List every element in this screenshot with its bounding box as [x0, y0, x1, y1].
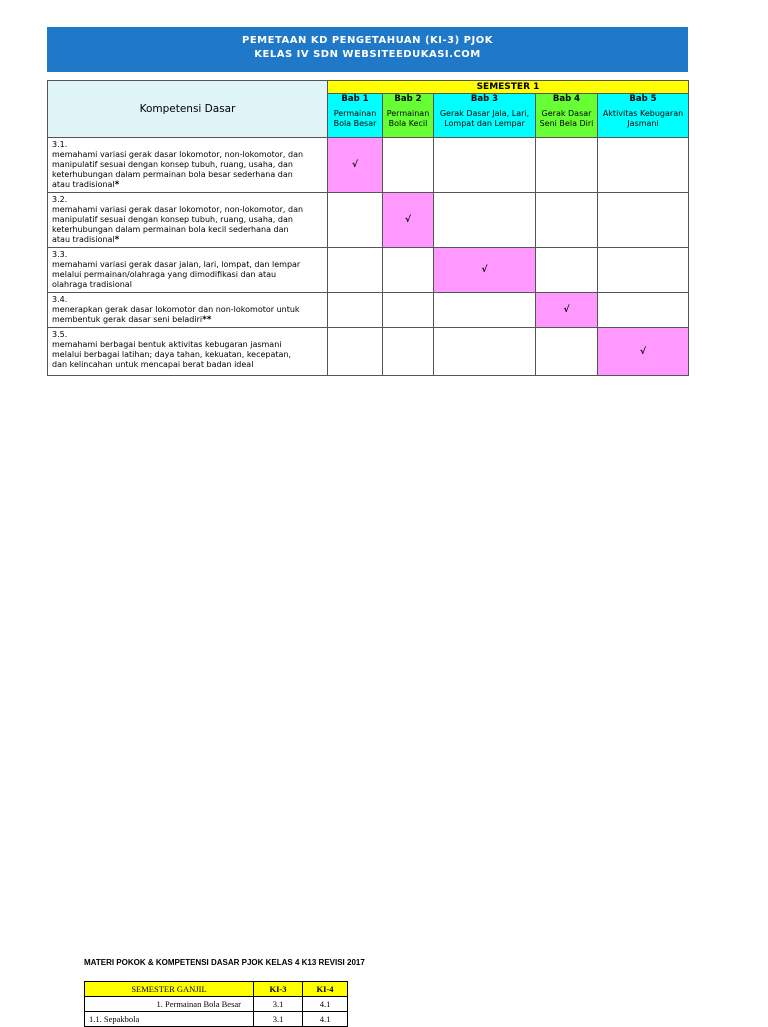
table-row [48, 138, 689, 193]
table-row [48, 293, 689, 328]
kd-number: 3.3. [52, 250, 68, 259]
empty-cell [328, 328, 383, 376]
bab-title: Bab 3 [470, 94, 499, 104]
table-row [48, 193, 689, 248]
materi-topic: 1.1. Sepakbola [85, 1012, 254, 1027]
empty-cell [383, 328, 434, 376]
kd-column-header: Kompetensi Dasar [48, 81, 328, 138]
empty-cell [536, 248, 598, 293]
empty-cell [536, 328, 598, 376]
check-cell: √ [328, 138, 383, 193]
kd-description: memahami berbagai bentuk aktivitas kebugaran jasmani melalui berbagai latihan; daya tahan, kekuatan, kecepatan, dan kelincahan untuk mencapai berat badan ideal [52, 340, 292, 369]
bab-header-5 [598, 94, 689, 138]
check-cell: √ [434, 248, 536, 293]
kd-number: 3.5. [52, 330, 68, 339]
empty-cell [383, 138, 434, 193]
empty-cell [434, 193, 536, 248]
table-row [85, 1012, 348, 1027]
materi-ki3: 3.1 [254, 997, 303, 1012]
kd-description: menerapkan gerak dasar lokomotor dan non-lokomotor untuk membentuk gerak dasar seni beladiri [52, 305, 300, 324]
kd-number: 3.1. [52, 140, 68, 149]
empty-cell [434, 328, 536, 376]
empty-cell [598, 248, 689, 293]
kd-description: memahami variasi gerak dasar lokomotor, non-lokomotor, dan manipulatif sesuai dengan konsep tubuh, ruang, usaha, dan keterhubungan dalam permainan bola besar sederhana dan atau tradisional [52, 150, 304, 189]
materi-header-semester: SEMESTER GANJIL [85, 982, 254, 997]
empty-cell [328, 193, 383, 248]
kd-description: memahami variasi gerak dasar jalan, lari, lompat, dan lempar melalui permainan/olahraga yang dimodifikasi dan atau olahraga tradisional [52, 260, 301, 289]
bab-subtitle: Permainan Bola Besar [333, 109, 377, 128]
empty-cell [328, 248, 383, 293]
bab-header-3 [434, 94, 536, 138]
bab-title: Bab 4 [552, 94, 581, 104]
bab-subtitle: Permainan Bola Kecil [386, 109, 430, 128]
kd-number: 3.4. [52, 295, 68, 304]
table-row [85, 997, 348, 1012]
bab-header-4 [536, 94, 598, 138]
bab-subtitle: Gerak Dasar Jala, Lari, Lompat dan Lempar [439, 109, 530, 128]
title-line-2: KELAS IV SDN WEBSITEEDUKASI.COM [254, 49, 481, 60]
kd-cell [48, 193, 328, 248]
bab-header-2 [383, 94, 434, 138]
empty-cell [598, 193, 689, 248]
materi-table [84, 981, 348, 1027]
empty-cell [434, 293, 536, 328]
check-cell: √ [598, 328, 689, 376]
materi-ki4: 4.1 [303, 1012, 348, 1027]
materi-ki4: 4.1 [303, 997, 348, 1012]
empty-cell [383, 293, 434, 328]
empty-cell [536, 193, 598, 248]
check-cell: √ [536, 293, 598, 328]
materi-header-ki3: KI-3 [254, 982, 303, 997]
bab-title: Bab 2 [394, 94, 422, 104]
materi-ki3: 3.1 [254, 1012, 303, 1027]
kd-cell [48, 293, 328, 328]
semester-header: SEMESTER 1 [328, 81, 689, 94]
empty-cell [328, 293, 383, 328]
kd-star: * [114, 180, 120, 190]
check-cell: √ [383, 193, 434, 248]
kd-cell [48, 328, 328, 376]
kd-star: * [114, 235, 120, 245]
bab-header-1 [328, 94, 383, 138]
bab-subtitle: Aktivitas Kebugaran Jasmani [602, 109, 684, 128]
empty-cell [536, 138, 598, 193]
title-banner [47, 27, 688, 72]
kd-description: memahami variasi gerak dasar lokomotor, non-lokomotor, dan manipulatif sesuai dengan konsep tubuh, ruang, usaha, dan keterhubungan dalam permainan bola kecil sederhana dan atau tradisional [52, 205, 304, 244]
empty-cell [434, 138, 536, 193]
title-line-1: PEMETAAN KD PENGETAHUAN (KI-3) PJOK [242, 35, 493, 46]
bab-title: Bab 5 [629, 94, 657, 104]
kd-cell [48, 248, 328, 293]
table-row [48, 248, 689, 293]
kd-mapping-table [47, 80, 689, 376]
bab-subtitle: Gerak Dasar Seni Bela Diri [539, 109, 594, 128]
empty-cell [598, 293, 689, 328]
empty-cell [383, 248, 434, 293]
kd-cell [48, 138, 328, 193]
kd-star: ** [202, 315, 212, 325]
materi-topic: 1. Permainan Bola Besar [85, 997, 254, 1012]
bab-title: Bab 1 [341, 94, 369, 104]
materi-title: MATERI POKOK & KOMPETENSI DASAR PJOK KELAS 4 K13 REVISI 2017 [84, 958, 365, 967]
empty-cell [598, 138, 689, 193]
materi-header-ki4: KI-4 [303, 982, 348, 997]
kd-number: 3.2. [52, 195, 68, 204]
table-row [48, 328, 689, 376]
